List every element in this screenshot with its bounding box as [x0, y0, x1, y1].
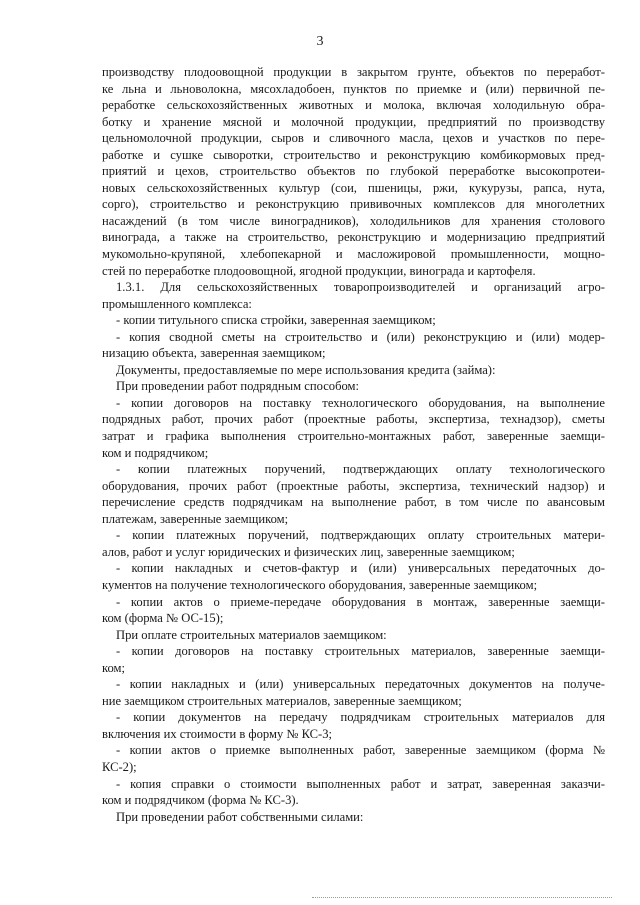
text-line: промышленного комплекса: — [102, 296, 252, 311]
text-line: реработке сельскохозяйственных животных и молока, включая холодильную обра- — [102, 98, 605, 113]
text-line: алов, работ и услуг юридических и физических лиц, заверенные заемщиком; — [102, 544, 515, 559]
text-line: стей по переработке плодоовощной, ягодной продукции, винограда и картофеля. — [102, 263, 536, 278]
page-number: 3 — [316, 34, 324, 49]
text-line: ком и подрядчиком (форма № КС-3). — [102, 793, 299, 808]
scan-edge-line — [312, 897, 612, 898]
text-line: насаждений (в том числе виноградников), холодильников для хранения столового — [102, 213, 605, 228]
text-line: ботку и хранение мясной и молочной продукции, предприятий по производству — [102, 114, 605, 129]
text-line: платежам, заверенные заемщиком; — [102, 511, 289, 526]
text-line: затрат и графика выполнения строительно-монтажных работ, заверенные заемщи- — [102, 429, 605, 444]
text-line: - копии платежных поручений, подтверждающих оплату технологического — [116, 462, 605, 477]
text-line: При оплате строительных материалов заемщиком: — [116, 627, 387, 642]
text-line: мукомольно-крупяной, хлебопекарной и масложировой промышленности, мощно- — [102, 247, 605, 262]
text-line: низацию объекта, заверенная заемщиком; — [102, 346, 326, 361]
text-line: - копии накладных и (или) универсальных передаточных документов на получе- — [116, 677, 605, 692]
text-line: ком; — [102, 660, 126, 675]
text-line: сорго), строительство и реконструкцию прививочных комплексов для многолетних — [102, 197, 605, 212]
text-line: - копии договоров на поставку технологического оборудования, на выполнение — [116, 395, 605, 410]
text-line: производству плодоовощной продукции в закрытом грунте, объектов по переработ- — [102, 65, 605, 79]
text-line: ком и подрядчиком; — [102, 445, 209, 460]
text-line: При проведении работ подрядным способом: — [116, 379, 360, 394]
text-line: - копия справки о стоимости выполненных работ и затрат, заверенная заказчи- — [116, 776, 605, 791]
text-line: - копии актов о приеме-передаче оборудования в монтаж, заверенные заемщи- — [116, 594, 605, 609]
text-line: 1.3.1. Для сельскохозяйственных товаропроизводителей и организаций агро- — [116, 280, 605, 295]
text-line: Документы, предоставляемые по мере использования кредита (займа): — [116, 362, 496, 377]
text-line: подрядных работ, прочих работ (проектные работы, экспертиза, технадзор), сметы — [102, 412, 605, 427]
text-line: включения их стоимости в форму № КС-3; — [102, 726, 333, 741]
text-line: - копии документов на передачу подрядчикам строительных материалов для — [116, 710, 605, 725]
text-line: кументов на получение технологического оборудования, заверенные заемщиком; — [102, 577, 538, 592]
text-line: При проведении работ собственными силами: — [116, 809, 364, 824]
text-line: ке льна и льноволокна, мясохладобоен, пунктов по приемке и (или) первичной пе- — [102, 81, 605, 96]
text-line: новых сельскохозяйственных культур (сои, пшеницы, ржи, кукурузы, рапса, нута, — [102, 180, 605, 195]
text-line: перечисление средств подрядчикам на выполнение работ, в том числе по авансовым — [102, 495, 605, 510]
text-line: КС-2); — [102, 759, 137, 774]
text-line: ние заемщиком строительных материалов, заверенные заемщиком; — [102, 693, 462, 708]
text-line: - копии титульного списка стройки, заверенная заемщиком; — [116, 313, 436, 328]
text-line: оборудования, прочих работ (проектные работы, экспертиза, технический надзор) и — [102, 478, 605, 493]
text-line: - копии договоров на поставку строительных материалов, заверенные заемщи- — [116, 644, 605, 659]
text-line: цельномолочной продукции, сыров и сливочного масла, цехов и участков по пере- — [102, 131, 605, 146]
text-line: ком (форма № ОС-15); — [102, 611, 224, 626]
document-body — [102, 64, 605, 825]
text-line: - копии актов о приемке выполненных работ, заверенные заемщиком (форма № — [116, 743, 605, 758]
text-line: работке и сушке сыворотки, строительство и реконструкцию комбикормовых пред- — [102, 147, 605, 162]
text-line: - копии платежных поручений, подтверждающих оплату строительных матери- — [116, 528, 605, 543]
text-line: - копия сводной сметы на строительство и (или) реконструкцию и (или) модер- — [116, 329, 605, 344]
text-line: винограда, а также на строительство, реконструкцию и модернизацию предприятий — [102, 230, 605, 245]
text-line: - копии накладных и счетов-фактур и (или) универсальных передаточных до- — [116, 561, 605, 576]
text-line: приятий и цехов, строительство объектов по глубокой переработке высокопротеи- — [102, 164, 605, 179]
